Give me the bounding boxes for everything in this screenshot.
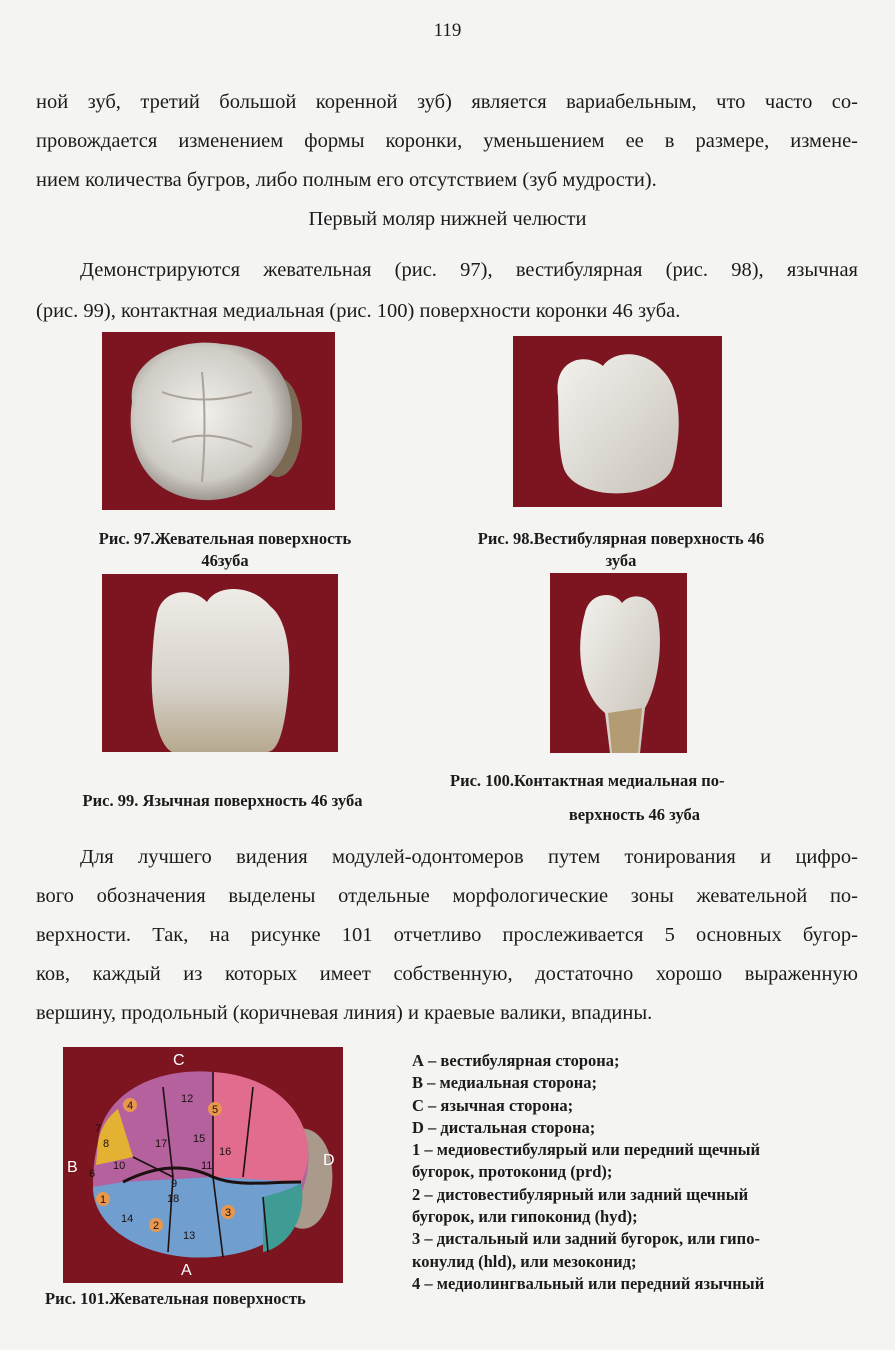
- figure-101-legend: [412, 1050, 862, 1295]
- cusp-number: 5: [212, 1104, 219, 1116]
- text-line: (рис. 99), контактная медиальная (рис. 100) поверхности коронки 46 зуба.: [36, 300, 681, 322]
- figure-101-caption: [45, 1288, 370, 1310]
- caption-line: Рис. 99. Язычная поверхность 46 зуба: [82, 791, 363, 810]
- text-line: Для лучшего видения модулей-одонтомеров путем тонирования и цифро-: [80, 846, 858, 868]
- cusp-number: 2: [153, 1220, 160, 1232]
- tooth-vestibular-photo: [513, 336, 722, 507]
- page-number: 119: [433, 20, 462, 41]
- paragraph-intro: [36, 83, 858, 200]
- cusp-number: 8: [103, 1138, 110, 1150]
- paragraph-modules: [36, 838, 858, 1033]
- legend-row: С – язычная сторона;: [412, 1095, 574, 1115]
- legend-row: В – медиальная сторона;: [412, 1073, 598, 1093]
- legend-row: 3 – дистальный или задний бугорок, или гипо-: [412, 1229, 760, 1249]
- side-label-d: D: [323, 1152, 335, 1169]
- section-heading: Первый моляр нижней челюсти: [308, 208, 587, 230]
- text-line: вершину, продольный (коричневая линия) и краевые валики, впадины.: [36, 1002, 653, 1024]
- text-line: провождается изменением формы коронки, уменьшением ее в размере, измене-: [36, 130, 858, 152]
- cusp-number: 7: [95, 1123, 102, 1135]
- cusp-number: 16: [219, 1146, 232, 1158]
- text-line: Демонстрируются жевательная (рис. 97), вестибулярная (рис. 98), язычная: [80, 259, 858, 281]
- zone-pink: [213, 1072, 308, 1182]
- legend-row: 1 – медиовестибулярый или передний щечный: [412, 1140, 761, 1160]
- caption-line: Рис. 97.Жевательная поверхность: [98, 529, 352, 548]
- cusp-number: 4: [127, 1100, 134, 1112]
- text-line: ной зуб, третий большой коренной зуб) является вариабельным, что часто со-: [36, 91, 858, 113]
- side-label-a: A: [181, 1262, 192, 1279]
- caption-line: 46зуба: [201, 551, 249, 570]
- side-label-c: C: [173, 1052, 185, 1069]
- legend-row: бугорок, или гипоконид (hyd);: [412, 1207, 638, 1227]
- cusp-number: 11: [201, 1160, 213, 1172]
- legend-row: конулид (hld), или мезоконид;: [412, 1251, 637, 1271]
- caption-line: Рис. 100.Контактная медиальная по-: [450, 771, 725, 790]
- cusp-number: 3: [225, 1207, 232, 1219]
- text-line: нием количества бугров, либо полным его отсутствием (зуб мудрости).: [36, 169, 657, 191]
- cusp-number: 12: [181, 1093, 194, 1105]
- legend-row: бугорок, протоконид (prd);: [412, 1162, 613, 1182]
- paragraph-demonstration: [36, 250, 858, 332]
- figure-98-photo: [513, 336, 722, 507]
- legend-row: 2 – дистовестибулярный или задний щечный: [412, 1184, 749, 1204]
- cusp-number: 15: [193, 1133, 206, 1145]
- cusp-number: 1: [100, 1194, 107, 1206]
- cusp-number: 9: [171, 1178, 178, 1190]
- figure-97-photo: [102, 332, 335, 510]
- cusp-number: 14: [121, 1213, 134, 1225]
- figure-100-caption: [440, 770, 800, 826]
- figure-101-diagram: [63, 1047, 343, 1283]
- figure-97-caption: [62, 528, 388, 572]
- cusp-number: 13: [183, 1230, 196, 1242]
- occlusal-zones-diagram: [63, 1047, 343, 1283]
- cusp-number: 17: [155, 1138, 168, 1150]
- figure-99-caption: [50, 790, 395, 812]
- side-label-b: B: [67, 1159, 78, 1176]
- cusp-number: 6: [89, 1168, 96, 1180]
- tooth-occlusal-photo: [102, 332, 335, 510]
- tooth-medial-photo: [550, 573, 687, 753]
- cusp-number: 10: [113, 1160, 126, 1172]
- figure-100-photo: [550, 573, 687, 753]
- cusp-number: 18: [167, 1193, 180, 1205]
- legend-row: D – дистальная сторона;: [412, 1117, 596, 1137]
- caption-line: зуба: [605, 551, 637, 570]
- text-line: вого обозначения выделены отдельные морфологические зоны жевательной по-: [36, 885, 858, 907]
- caption-line: верхность 46 зуба: [568, 805, 700, 824]
- text-line: верхности. Так, на рисунке 101 отчетливо прослеживается 5 основных бугор-: [36, 924, 858, 946]
- figure-99-photo: [102, 574, 338, 752]
- caption-line: Рис. 98.Вестибулярная поверхность 46: [477, 529, 765, 548]
- text-line: ков, каждый из которых имеет собственную, достаточно хорошо выраженную: [36, 963, 858, 985]
- figure-98-caption: [440, 528, 802, 572]
- legend-row: А – вестибулярная сторона;: [412, 1051, 620, 1070]
- caption-line: Рис. 101.Жевательная поверхность: [45, 1289, 306, 1308]
- legend-row: 4 – медиолингвальный или передний язычный: [412, 1273, 765, 1293]
- tooth-lingual-photo: [102, 574, 338, 752]
